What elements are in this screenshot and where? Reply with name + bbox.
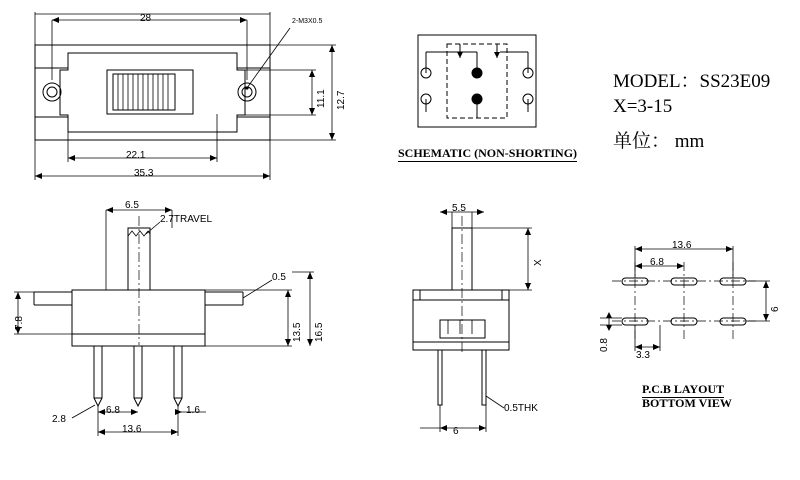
dim-row-spacing: 6 (770, 306, 781, 312)
dim-pin-width: 1.6 (186, 405, 200, 416)
dim-tab-thickness: 0.5 (272, 272, 286, 283)
front-view-outline (34, 216, 243, 406)
dim-pin-pitch: 6.8 (106, 405, 120, 416)
dim-total-height: 16.5 (314, 322, 325, 342)
dim-pad-row-pitch: 3.3 (636, 350, 650, 361)
pcb-layout-drawing (612, 262, 756, 340)
dim-actuator-height: X (533, 259, 544, 266)
schematic-diagram (418, 35, 536, 127)
side-view-outline (413, 216, 509, 405)
dim-actuator-width: 6.5 (125, 200, 139, 211)
dim-top-width: 5.5 (452, 203, 466, 214)
top-view-outline (35, 45, 270, 140)
top-view-dimensions (35, 12, 336, 180)
pcb-layout-caption: P.C.B LAYOUT (642, 382, 725, 396)
dim-pad-span: 13.6 (672, 240, 692, 251)
travel-range-label: X=3-15 (613, 96, 673, 117)
pcb-layout-dimensions (600, 246, 770, 351)
unit-label: 单位： mm (613, 131, 705, 152)
dim-outer-height: 12.7 (336, 90, 347, 110)
front-view-dimensions (14, 207, 314, 436)
dim-pin-offset-left: 2.8 (52, 414, 66, 425)
dim-body-width: 22.1 (126, 150, 146, 161)
dim-body-height: 13.5 (292, 322, 303, 342)
dim-overall-width: 28 (140, 13, 152, 24)
dim-travel: 2.7TRAVEL (160, 214, 213, 225)
dim-total-length: 35.3 (134, 168, 154, 179)
model-label: MODEL：SS23E09 (613, 71, 771, 92)
schematic-caption: SCHEMATIC (NON-SHORTING) (398, 146, 578, 160)
dim-pad-height: 0.8 (599, 338, 610, 352)
dim-inner-height: 11.1 (316, 89, 327, 108)
pcb-bottom-view-caption: BOTTOM VIEW (642, 396, 732, 410)
dim-base-width: 6 (453, 426, 459, 437)
dim-pad-pitch: 6.8 (650, 257, 664, 268)
dim-pin-span: 13.6 (122, 424, 142, 435)
dim-pin-thickness: 0.5THK (504, 403, 538, 414)
dim-bracket-height: 7.8 (14, 316, 25, 330)
dim-mount-hole-note: 2-M3X0.5 (292, 18, 323, 25)
